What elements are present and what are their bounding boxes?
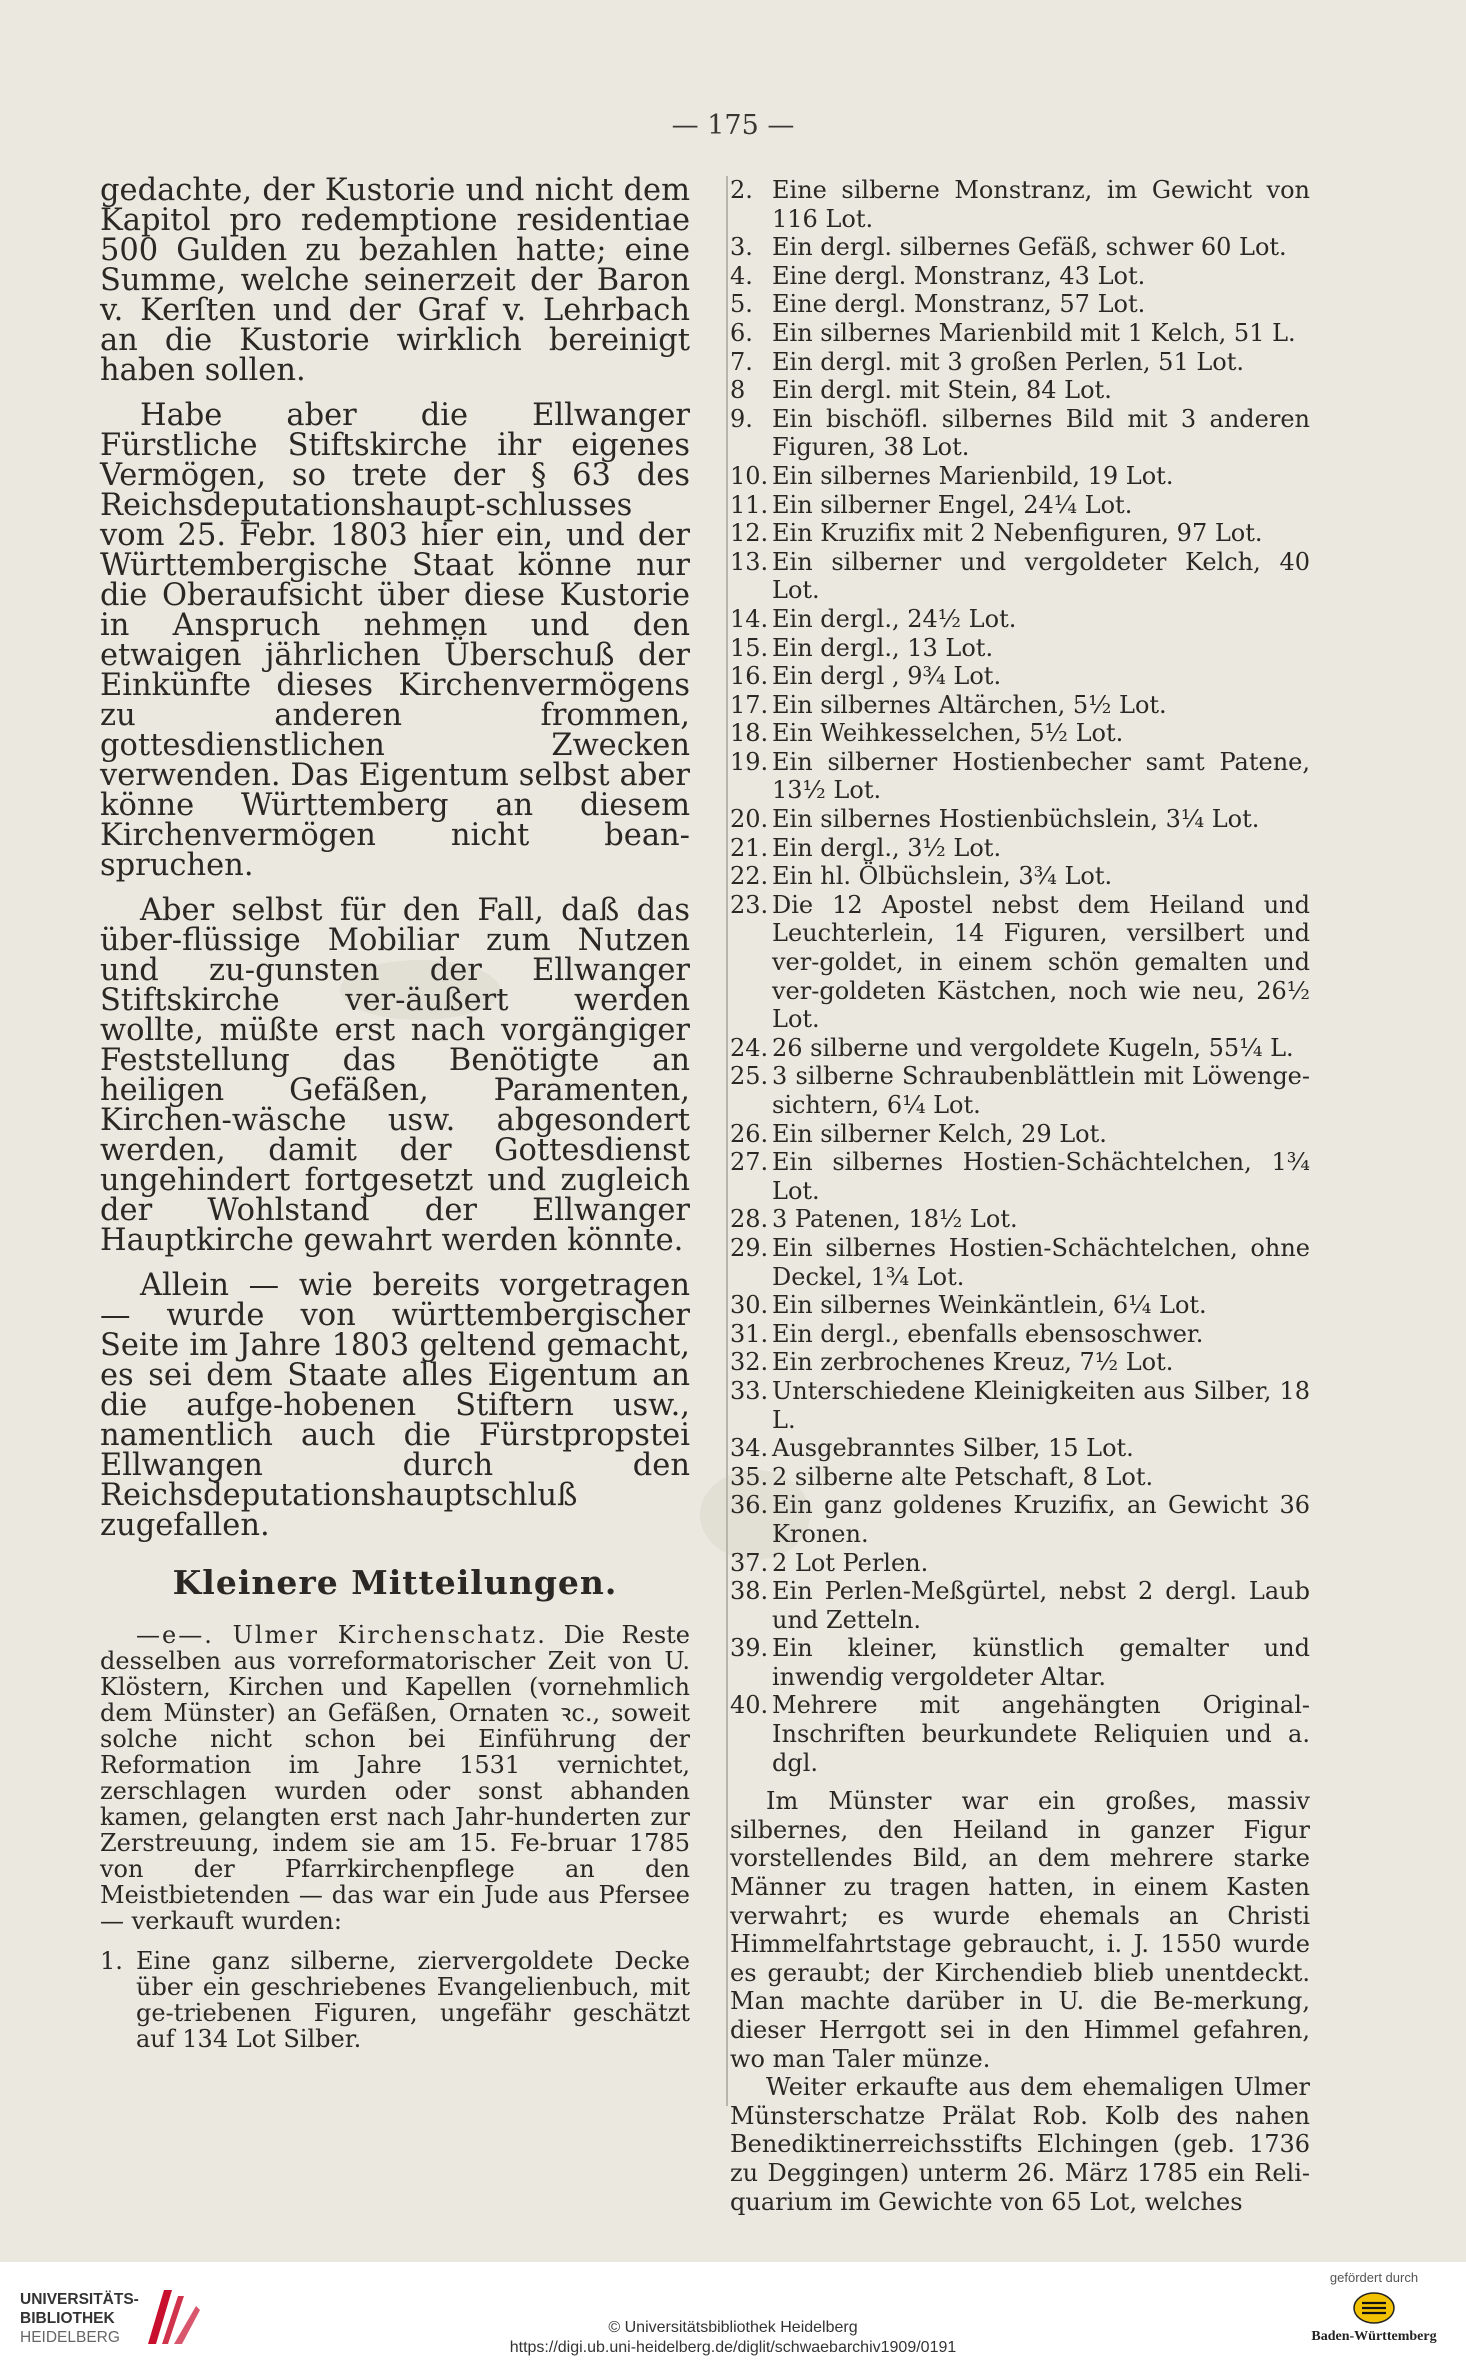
list-item [730,1348,1310,1377]
item-number: 15. [730,633,769,662]
item-text: 3 silberne Schraubenblättlein mit Löwenge-sichtern, 6¼ Lot. [772,1062,1310,1119]
section-heading: Kleinere Mitteilungen. [172,1563,618,1602]
item-number: 36. [730,1491,769,1520]
item-number: 30. [730,1291,769,1320]
library-name-line: UNIVERSITÄTS- [20,2291,139,2308]
item-text: Ein bischöfl. silbernes Bild mit 3 anderen Figuren, 38 Lot. [772,404,1310,462]
list-item [730,662,1310,691]
item-text: Eine ganz silberne, ziervergoldete Decke über ein geschriebenes Evangelienbuch, mit ge-triebenen Figuren, ungefähr geschätzt auf 134 Lot Silber. [136,1947,690,2053]
column-divider [726,176,728,2106]
list-item [730,691,1310,720]
item-text: Ein silberner und vergoldeter Kelch, 40 Lot. [772,547,1310,605]
item-number: 9. [730,404,753,433]
item-text: Mehrere mit angehängten Original-Inschriften beurkundete Reliquien und a. dgl. [772,1691,1310,1777]
item-number: 12. [730,519,769,548]
list-item [730,805,1310,834]
funder-block [1304,2270,1444,2345]
item-number: 33. [730,1376,769,1405]
item-number: 29. [730,1233,769,1262]
item-text: Eine dergl. Monstranz, 43 Lot. [772,261,1146,290]
paragraph: Weiter erkaufte aus dem ehemaligen Ulmer Münsterschatze Prälat Rob. Kolb des nahen Benediktinerreichsstifts Elchingen (geb. 1736 zu Deggingen) unterm 26. März 1785 ein Reli-quarium im Gewichte von 65 Lot, welches [730,2073,1310,2216]
paragraph: gedachte, der Kustorie und nicht dem Kapitol pro redemptione residentiae 500 Gulden zu bezahlen hatte; eine Summe, welche seinerzeit der Baron v. Kerſten und der Graf v. Lehrbach an die Kustorie wirklich bereinigt haben sollen. [100,173,690,388]
item-text: Ein dergl , 9¾ Lot. [772,662,1002,691]
item-text: Ausgebranntes Silber, 15 Lot. [772,1434,1134,1463]
item-number: 5. [730,290,753,319]
list-item [730,233,1310,262]
item-text: 2 silberne alte Petschaft, 8 Lot. [772,1462,1154,1491]
paragraph: Im Münster war ein großes, massiv silbernes, den Heiland in ganzer Figur vorstellendes Bild, an dem mehrere starke Männer zu tragen hatten, in einem Kasten verwahrt; es wurde ehemals an Christi Himmelfahrtstage gebraucht, i. J. 1550 wurde es geraubt; der Kirchendieb blieb unentdeckt. Man machte darüber in U. die Be-merkung, dieser Herrgott sei in den Himmel gefahren, wo man Taler münze. [730,1787,1310,2073]
item-text: Ein zerbrochenes Kreuz, 7½ Lot. [772,1348,1174,1377]
item-text: Ein dergl., 3½ Lot. [772,833,1002,862]
item-number: 10. [730,461,769,490]
item-number: 11. [730,490,769,519]
library-city: HEIDELBERG [20,2329,120,2346]
list-item [730,1320,1310,1349]
item-text: 26 silberne und vergoldete Kugeln, 55¼ L. [772,1033,1294,1062]
list-item [730,1434,1310,1463]
item-text: Ein silbernes Weinkäntlein, 6¼ Lot. [772,1291,1207,1320]
list-item [730,862,1310,891]
paragraph: Habe aber die Ellwanger Fürstliche Stiftskirche ihr eigenes Vermögen, so trete der § 63 des Reichsdeputationshaupt-schlusses vom 25. Febr. 1803 hier ein, und der Württembergische Staat könne nur die Oberaufsicht über diese Kustorie in Anspruch nehmen und den etwaigen jährlichen Überschuß der Einkünfte dieses Kirchenvermögens zu anderen frommen, gottesdienstlichen Zwecken verwenden. Das Eigentum selbst aber könne Württemberg an diesem Kirchenvermögen nicht bean-spruchen. [100,398,690,883]
item-number: 23. [730,890,769,919]
list-item [730,834,1310,863]
item-list [730,176,1310,1777]
item-number: 4. [730,261,753,290]
funder-name: Baden-Württemberg [1311,2329,1437,2344]
list-item [730,1120,1310,1149]
list-item [730,1463,1310,1492]
item-number: 19. [730,747,769,776]
list-item [730,891,1310,1034]
list-item [730,1577,1310,1634]
page-number: — 175 — [671,110,795,141]
item-text: Ein Perlen-Meßgürtel, nebst 2 dergl. Laub und Zetteln. [772,1577,1310,1634]
item-number: 21. [730,833,769,862]
funded-by-label: gefördert durch [1329,2270,1419,2285]
note-text: Die Reste desselben aus vorreformatorischer Zeit von U. Klöstern, Kirchen und Kapellen (vornehmlich dem Münster) an Gefäßen, Ornaten ꝛc., soweit solche nicht schon bei Einführung der Reformation im Jahre 1531 vernichtet, zerschlagen wurden oder sonst abhanden kamen, gelangten erst nach Jahr-hunderten zur Zerstreuung, indem sie am 15. Fe-bruar 1785 von der Pfarrkirchenpflege an den Meistbietenden — das war ein Jude aus Pfersee — verkauft wurden: [100,1621,690,1935]
list-item [730,605,1310,634]
item-number: 34. [730,1434,769,1463]
list-item [730,405,1310,462]
item-text: Unterschiedene Kleinigkeiten aus Silber, 18 L. [772,1376,1310,1434]
paragraph: Aber selbst für den Fall, daß das über-flüssige Mobiliar zum Nutzen und zu-gunsten der Ellwanger Stiftskirche ver-äußert werden wollte, müßte erst nach vorgängiger Feststellung das Benötigte an heiligen Gefäßen, Paramenten, Kirchen-wäsche usw. abgesondert werden, damit der Gottesdienst ungehindert fortgesetzt und zugleich der Wohlstand der Ellwanger Hauptkirche gewahrt werden könnte. [100,893,690,1258]
item-number: 27. [730,1148,769,1177]
copyright-text: © Universitätsbibliothek Heidelberg [608,2319,858,2336]
list-item [100,1948,690,2052]
item-text: Ein kleiner, künstlich gemalter und inwendig vergoldeter Altar. [772,1634,1310,1691]
item-text: Ein silbernes Marienbild mit 1 Kelch, 51 L. [772,318,1296,347]
item-number: 40. [730,1691,769,1720]
list-item [730,176,1310,233]
list-item [730,491,1310,520]
list-item [730,1234,1310,1291]
list-item [730,634,1310,663]
item-number: 6. [730,318,753,347]
permalink[interactable]: https://digi.ub.uni-heidelberg.de/diglit/schwaebarchiv1909/0191 [509,2339,957,2356]
item-text: Ein dergl., 13 Lot. [772,633,994,662]
right-column [730,176,1310,2216]
item-text: Ein dergl., 24½ Lot. [772,604,1017,633]
item-number: 22. [730,862,769,891]
item-number: 2. [730,176,753,204]
item-number: 8 [730,376,746,405]
list-item [730,1034,1310,1063]
item-text: Ein dergl. mit Stein, 84 Lot. [772,376,1112,405]
list-item [730,348,1310,377]
item-text: Ein silbernes Hostien-Schächtelchen, 1¾ Lot. [772,1148,1310,1205]
item-text: Ein dergl., ebenfalls ebensoschwer. [772,1319,1204,1348]
item-number: 14. [730,604,769,633]
item-text: Die 12 Apostel nebst dem Heiland und Leuchterlein, 14 Figuren, versilbert und ver-goldet, in einem schön gemalten und ver-goldeten Kästchen, noch wie neu, 26½ Lot. [772,890,1310,1034]
list-item [730,319,1310,348]
footer-credits [0,2318,1466,2358]
item-number: 16. [730,662,769,691]
list-item [730,1491,1310,1548]
item-text: 2 Lot Perlen. [772,1548,929,1577]
list-item [730,748,1310,805]
list-item [730,1634,1310,1691]
item-text: Ein silbernes Marienbild, 19 Lot. [772,461,1174,490]
item-text: Ein silberner Hostienbecher samt Patene, 13½ Lot. [772,747,1310,805]
item-number: 24. [730,1033,769,1062]
list-item [730,462,1310,491]
item-text: Ein silbernes Hostienbüchslein, 3¼ Lot. [772,805,1260,834]
item-number: 20. [730,805,769,834]
item-text: Eine silberne Monstranz, im Gewicht von 116 Lot. [772,176,1310,233]
list-item [730,548,1310,605]
list-item [730,1377,1310,1434]
item-number: 38. [730,1577,769,1606]
crest-icon [1352,2291,1396,2325]
list-item [730,262,1310,291]
item-text: 3 Patenen, 18½ Lot. [772,1205,1018,1234]
list-item [730,519,1310,548]
item-text: Ein silbernes Hostien-Schächtelchen, ohne Deckel, 1¾ Lot. [772,1233,1310,1291]
item-number: 37. [730,1548,769,1577]
item-number: 18. [730,719,769,748]
item-text: Ein Weihkesselchen, 5½ Lot. [772,719,1124,748]
list-item [730,1291,1310,1320]
list-item [730,1691,1310,1777]
list-item [730,1148,1310,1205]
left-column [100,173,690,2053]
item-number: 28. [730,1205,769,1234]
list-item [730,719,1310,748]
footer-bar [0,2262,1466,2368]
item-text: Ein Kruzifix mit 2 Nebenfiguren, 97 Lot. [772,519,1263,548]
item-number: 35. [730,1462,769,1491]
item-number: 13. [730,547,769,576]
list-item [730,290,1310,319]
note-signature: —e—. Ulmer Kirchenschatz. [136,1621,547,1649]
item-text: Ein ganz goldenes Kruzifix, an Gewicht 36 Kronen. [772,1491,1310,1548]
library-name-line: BIBLIOTHEK [20,2310,115,2327]
item-text: Ein silbernes Altärchen, 5½ Lot. [772,690,1167,719]
list-item [730,1205,1310,1234]
item-number: 1. [100,1947,123,1975]
item-number: 32. [730,1348,769,1377]
item-text: Eine dergl. Monstranz, 57 Lot. [772,290,1146,319]
item-text: Ein dergl. silbernes Gefäß, schwer 60 Lot. [772,233,1287,262]
item-number: 25. [730,1062,769,1091]
item-number: 31. [730,1319,769,1348]
item-text: Ein dergl. mit 3 großen Perlen, 51 Lot. [772,347,1244,376]
item-text: Ein hl. Ölbüchslein, 3¾ Lot. [772,862,1113,891]
item-list [100,1948,690,2052]
paragraph: Allein — wie bereits vorgetragen — wurde von württembergischer Seite im Jahre 1803 geltend gemacht, es sei dem Staate alles Eigentum an die aufge-hobenen Stiftern usw., namentlich auch die Fürstpropstei Ellwangen durch den Reichsdeputationshauptschluß zugefallen. [100,1268,690,1543]
item-number: 7. [730,347,753,376]
list-item [730,1062,1310,1119]
item-number: 39. [730,1634,769,1663]
list-item [730,376,1310,405]
item-text: Ein silberner Engel, 24¼ Lot. [772,490,1133,519]
item-text: Ein silberner Kelch, 29 Lot. [772,1119,1107,1148]
note-paragraph [100,1622,690,1934]
list-item [730,1549,1310,1578]
item-number: 17. [730,690,769,719]
item-number: 26. [730,1119,769,1148]
item-number: 3. [730,233,753,262]
